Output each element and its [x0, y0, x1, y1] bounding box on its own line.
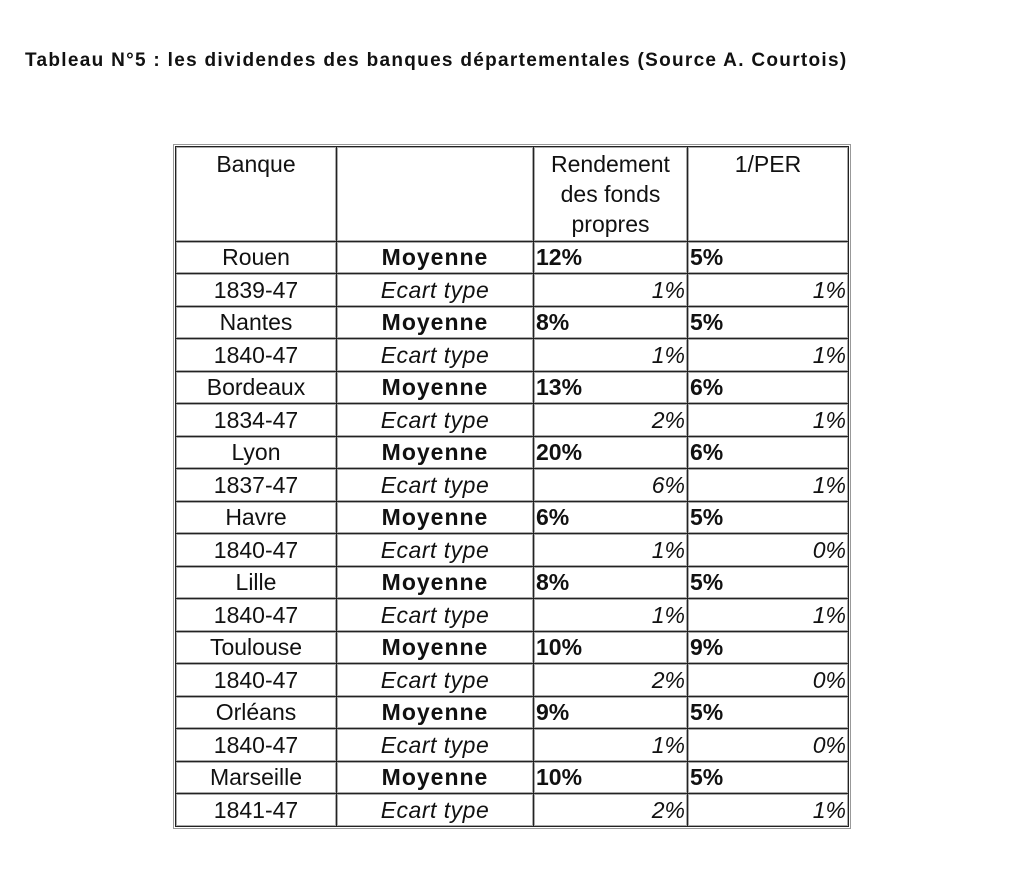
per-mean-cell: 9% [688, 632, 849, 664]
per-mean-cell: 5% [688, 307, 849, 339]
per-mean-cell: 5% [688, 762, 849, 794]
rendement-mean-cell: 12% [534, 242, 688, 274]
rendement-mean-cell: 8% [534, 567, 688, 599]
bank-period-cell: 1840-47 [176, 339, 337, 372]
bank-period-cell: 1839-47 [176, 274, 337, 307]
header-bank: Banque [176, 147, 337, 242]
rendement-mean-cell: 13% [534, 372, 688, 404]
table-row-mean [176, 437, 849, 469]
mean-label-cell: Moyenne [337, 242, 534, 274]
std-label-cell: Ecart type [337, 729, 534, 762]
mean-label-cell: Moyenne [337, 502, 534, 534]
rendement-std-cell: 1% [534, 729, 688, 762]
bank-period-cell: 1840-47 [176, 664, 337, 697]
rendement-std-cell: 1% [534, 599, 688, 632]
header-per: 1/PER [688, 147, 849, 242]
rendement-std-cell: 2% [534, 794, 688, 827]
bank-period-cell: 1840-47 [176, 729, 337, 762]
per-std-cell: 1% [688, 599, 849, 632]
bank-period-cell: 1837-47 [176, 469, 337, 502]
per-std-cell: 0% [688, 664, 849, 697]
bank-name-cell: Nantes [176, 307, 337, 339]
rendement-mean-cell: 20% [534, 437, 688, 469]
mean-label-cell: Moyenne [337, 567, 534, 599]
table-row-std [176, 404, 849, 437]
table-row-std [176, 339, 849, 372]
std-label-cell: Ecart type [337, 794, 534, 827]
per-mean-cell: 5% [688, 697, 849, 729]
header-rendement-line1: Rendement [551, 151, 670, 177]
rendement-mean-cell: 8% [534, 307, 688, 339]
rendement-std-cell: 6% [534, 469, 688, 502]
table-row-mean [176, 502, 849, 534]
per-std-cell: 1% [688, 404, 849, 437]
dividends-table-container [175, 146, 848, 827]
std-label-cell: Ecart type [337, 469, 534, 502]
table-row-mean [176, 632, 849, 664]
bank-name-cell: Toulouse [176, 632, 337, 664]
header-stat [337, 147, 534, 242]
mean-label-cell: Moyenne [337, 697, 534, 729]
table-header-row [176, 147, 849, 242]
std-label-cell: Ecart type [337, 339, 534, 372]
per-mean-cell: 6% [688, 437, 849, 469]
mean-label-cell: Moyenne [337, 437, 534, 469]
table-row-mean [176, 307, 849, 339]
bank-name-cell: Orléans [176, 697, 337, 729]
per-mean-cell: 5% [688, 242, 849, 274]
table-row-std [176, 664, 849, 697]
per-std-cell: 0% [688, 729, 849, 762]
rendement-mean-cell: 10% [534, 632, 688, 664]
rendement-std-cell: 1% [534, 339, 688, 372]
mean-label-cell: Moyenne [337, 307, 534, 339]
std-label-cell: Ecart type [337, 664, 534, 697]
table-row-std [176, 469, 849, 502]
rendement-mean-cell: 9% [534, 697, 688, 729]
table-row-mean [176, 372, 849, 404]
table-row-mean [176, 697, 849, 729]
rendement-std-cell: 1% [534, 534, 688, 567]
per-std-cell: 0% [688, 534, 849, 567]
table-row-std [176, 599, 849, 632]
bank-name-cell: Bordeaux [176, 372, 337, 404]
per-mean-cell: 5% [688, 567, 849, 599]
per-std-cell: 1% [688, 469, 849, 502]
rendement-mean-cell: 6% [534, 502, 688, 534]
table-row-std [176, 729, 849, 762]
dividends-table [175, 146, 849, 827]
std-label-cell: Ecart type [337, 599, 534, 632]
per-mean-cell: 6% [688, 372, 849, 404]
table-row-mean [176, 242, 849, 274]
rendement-std-cell: 2% [534, 404, 688, 437]
bank-name-cell: Havre [176, 502, 337, 534]
table-row-std [176, 794, 849, 827]
mean-label-cell: Moyenne [337, 372, 534, 404]
page-title: Tableau N°5 : les dividendes des banques départementales (Source A. Courtois) [25, 50, 848, 71]
table-row-std [176, 274, 849, 307]
bank-name-cell: Lyon [176, 437, 337, 469]
bank-name-cell: Rouen [176, 242, 337, 274]
header-rendement [534, 147, 688, 242]
mean-label-cell: Moyenne [337, 762, 534, 794]
std-label-cell: Ecart type [337, 404, 534, 437]
bank-period-cell: 1834-47 [176, 404, 337, 437]
std-label-cell: Ecart type [337, 534, 534, 567]
bank-period-cell: 1841-47 [176, 794, 337, 827]
per-std-cell: 1% [688, 794, 849, 827]
bank-period-cell: 1840-47 [176, 599, 337, 632]
per-mean-cell: 5% [688, 502, 849, 534]
per-std-cell: 1% [688, 339, 849, 372]
rendement-std-cell: 2% [534, 664, 688, 697]
rendement-mean-cell: 10% [534, 762, 688, 794]
header-rendement-line3: propres [571, 211, 650, 237]
bank-name-cell: Marseille [176, 762, 337, 794]
table-row-std [176, 534, 849, 567]
mean-label-cell: Moyenne [337, 632, 534, 664]
table-row-mean [176, 567, 849, 599]
rendement-std-cell: 1% [534, 274, 688, 307]
bank-name-cell: Lille [176, 567, 337, 599]
std-label-cell: Ecart type [337, 274, 534, 307]
per-std-cell: 1% [688, 274, 849, 307]
bank-period-cell: 1840-47 [176, 534, 337, 567]
header-rendement-line2: des fonds [560, 181, 661, 207]
table-row-mean [176, 762, 849, 794]
